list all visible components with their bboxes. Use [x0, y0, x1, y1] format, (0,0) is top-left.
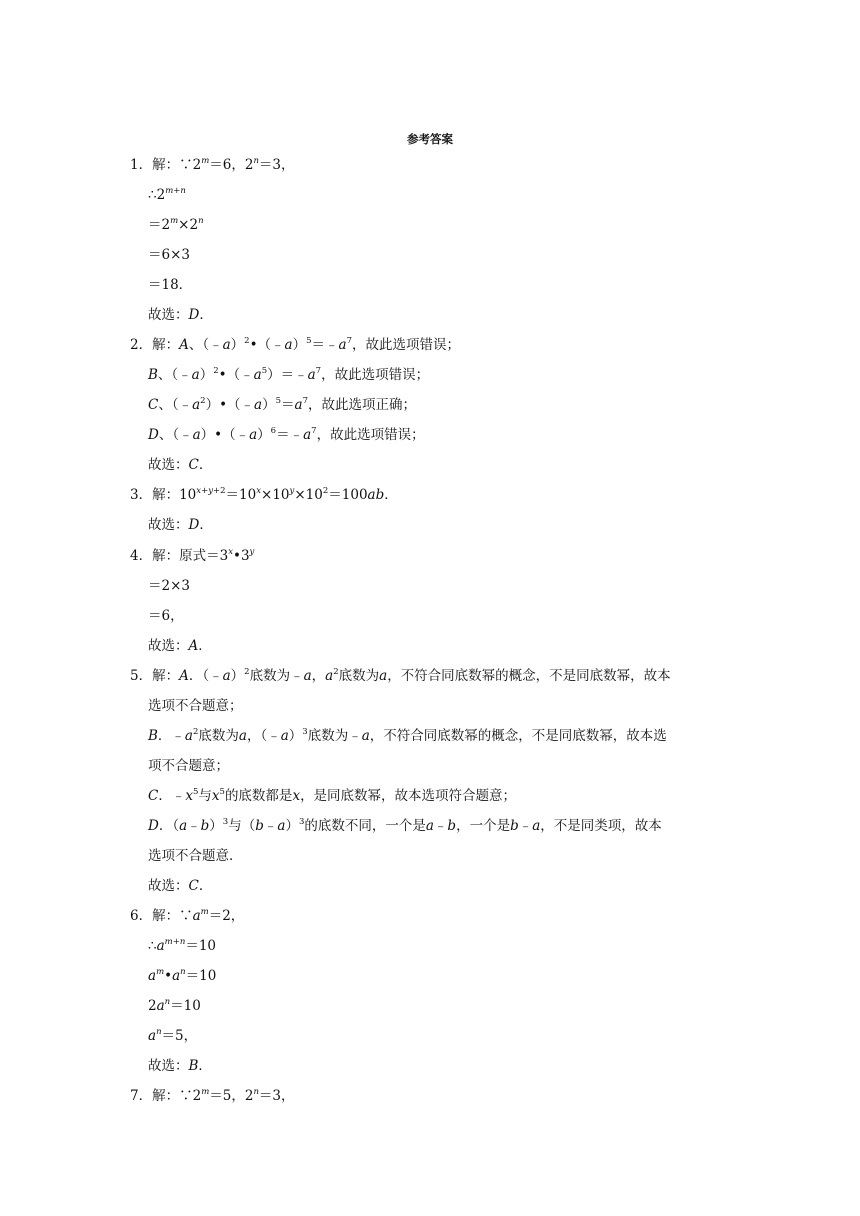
answer-line: 故选：C．	[148, 878, 213, 894]
answer-line: 7．解：$\because 2^m=5$，$2^n=3$，	[130, 1087, 295, 1104]
answer-line: $=2^m\times 2^n$	[148, 216, 204, 233]
answer-line: B、$(﹣a)^2•(﹣a^5)=﹣a^7$，故此选项错误；	[148, 366, 430, 383]
page-title: 参考答案	[407, 132, 453, 146]
answer-line: D、$(﹣a)•(﹣a)^6=﹣a^7$，故此选项错误；	[148, 426, 425, 443]
answer-line: $\therefore a^{m+n}=10$	[148, 937, 217, 954]
answer-line: $a^n=5$，	[148, 1027, 198, 1044]
answer-line: 故选：D．	[148, 517, 213, 533]
answer-line: $\therefore 2^{m+n}$	[148, 186, 186, 203]
answer-line: 1．解：$\because 2^m=6$，$2^n=3$，	[130, 156, 295, 173]
answer-line: 选项不合题意．	[148, 848, 243, 864]
answer-line: ＝18．	[148, 277, 193, 293]
answer-line: 3．解：$10^{x+y+2}=10^x\times 10^y\times 10^2=100ab$．	[130, 486, 398, 503]
answer-line: 项不合题意；	[148, 758, 229, 774]
answer-line: 6．解：$\because a^m=2$，	[130, 907, 245, 924]
answer-line: 选项不合题意；	[148, 698, 243, 714]
answer-line: 5．解：A．（﹣a）$^2$底数为﹣a，$a^2$底数为a，不符合同底数幂的概念，不是同底数幂，故本	[130, 667, 671, 684]
answer-line: $a^m•a^n=10$	[148, 967, 217, 984]
answer-line: B．$﹣a^2$底数为a，（﹣a）$^3$底数为﹣a，不符合同底数幂的概念，不是同底数幂，故本选	[148, 727, 667, 744]
answer-line: D．（a﹣b）$^3$与（b﹣a）$^3$的底数不同，一个是a﹣b，一个是b﹣a，不是同类项，故本	[148, 817, 662, 834]
answer-line: $2a^n=10$	[148, 997, 201, 1014]
answer-line: 故选：A．	[148, 638, 212, 654]
answer-line: ＝6×3	[148, 247, 190, 263]
answer-line: 故选：B．	[148, 1058, 212, 1074]
answer-line: ＝2×3	[148, 578, 190, 594]
answer-line: 故选：C．	[148, 457, 213, 473]
answer-line: C、$(﹣a^2)•(﹣a)^5=a^7$，故此选项正确；	[148, 396, 417, 413]
answer-line: 2．解：A、$(﹣a)^2•(﹣a)^5=﹣a^7$，故此选项错误；	[130, 336, 461, 353]
answer-line: C．$﹣x^5$与$x^5$的底数都是x，是同底数幂，故本选项符合题意；	[148, 787, 517, 804]
answer-line: 4．解：原式$=3^x•3^y$	[130, 547, 255, 564]
answer-line: ＝6，	[148, 608, 184, 624]
answer-line: 故选：D．	[148, 307, 213, 323]
